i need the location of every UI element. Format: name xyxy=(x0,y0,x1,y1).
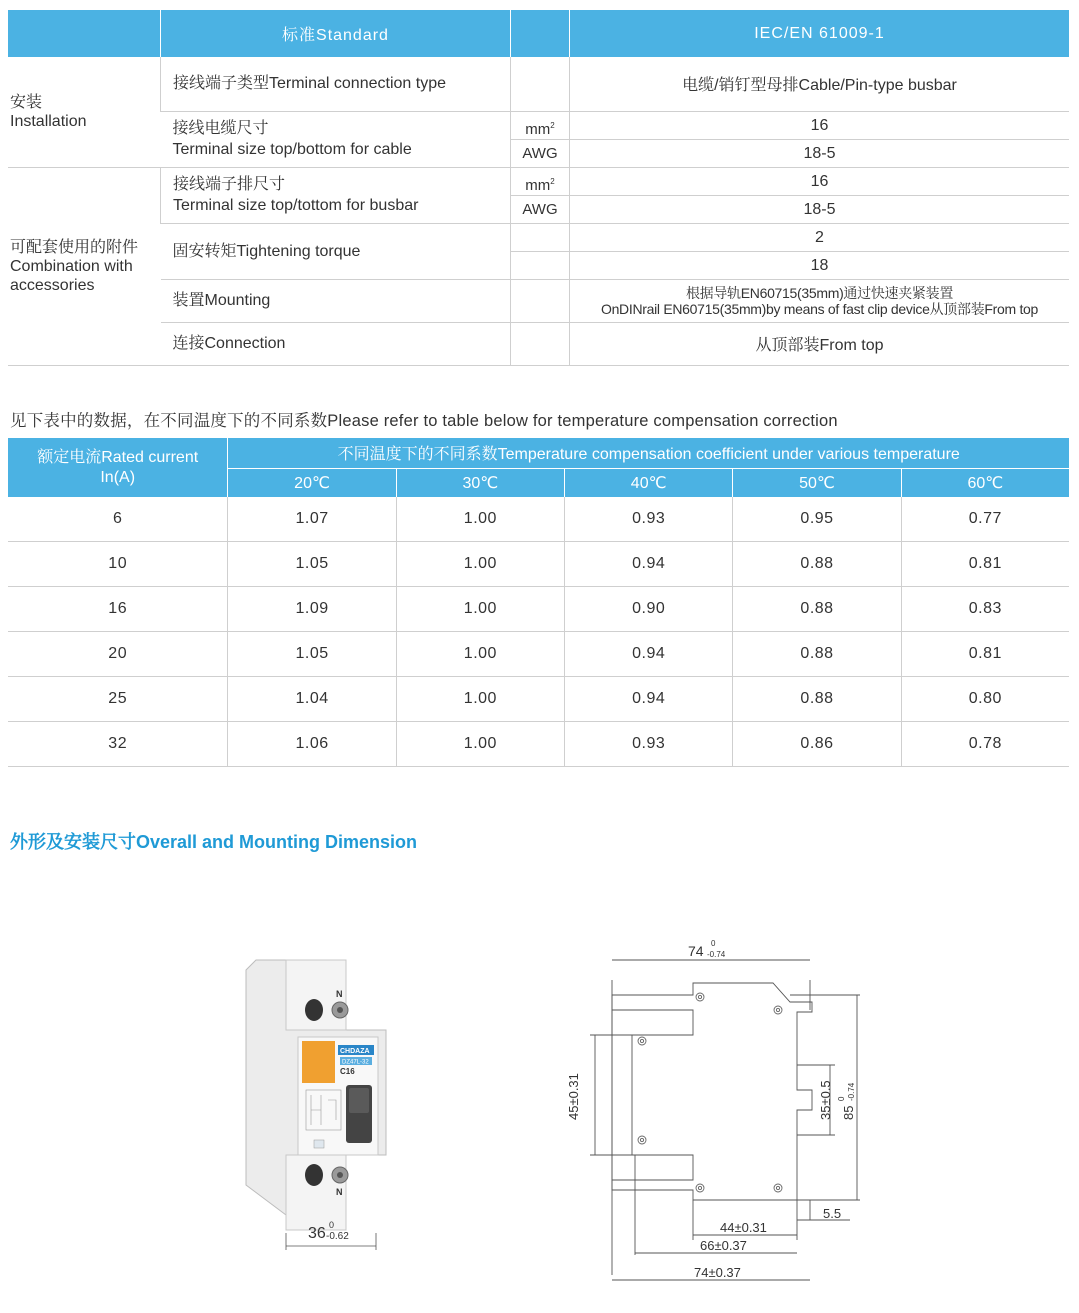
coefficient-cell: 1.06 xyxy=(228,722,396,767)
connection-label: 连接Connection xyxy=(161,322,511,365)
rated-current-cell: 25 xyxy=(8,677,228,722)
coefficient-cell: 1.00 xyxy=(396,722,564,767)
cable-unit-mm: $mm^2$ xyxy=(511,112,569,140)
coefficient-cell: 1.07 xyxy=(228,497,396,542)
busbar-label xyxy=(161,167,511,223)
rating-label: C16 xyxy=(340,1067,355,1076)
coefficient-cell: 0.94 xyxy=(565,632,733,677)
mounting-unit xyxy=(511,279,570,322)
top-terminal-hole xyxy=(305,999,323,1021)
test-button-orange xyxy=(302,1041,335,1083)
spec-header-blank xyxy=(8,10,161,57)
spec-row-mounting xyxy=(8,279,1069,322)
width-dimension: 36 xyxy=(308,1225,326,1242)
spec-header-standard-value: IEC/EN 61009-1 xyxy=(570,10,1070,57)
temp-header-0: 20℃ xyxy=(228,468,396,497)
table-row xyxy=(8,632,1069,677)
offset-label: 5.5 xyxy=(823,1206,842,1221)
dim66-label: 66±0.37 xyxy=(700,1238,747,1253)
rated-current-header-line2: In(A) xyxy=(100,468,136,486)
rated-current-cell: 20 xyxy=(8,632,228,677)
rated-current-cell: 32 xyxy=(8,722,228,767)
temp-header-1: 30℃ xyxy=(396,468,564,497)
table-row xyxy=(8,542,1069,587)
coefficient-cell: 1.05 xyxy=(228,542,396,587)
left-height-label: 45±0.31 xyxy=(566,1073,581,1120)
spec-row-connection xyxy=(8,322,1069,365)
overall-tol-top: 0 xyxy=(837,1096,846,1101)
indicator-window xyxy=(314,1140,324,1148)
hole-icon xyxy=(774,1184,782,1192)
cable-label-en: Terminal size top/bottom for cable xyxy=(172,141,412,158)
spec-row-torque xyxy=(8,223,1069,279)
torque-value-1: 2 xyxy=(570,224,1069,252)
coefficient-cell: 1.00 xyxy=(396,632,564,677)
mounting-label: 装置Mounting xyxy=(161,279,511,322)
cable-units xyxy=(511,111,570,167)
spec-header-standard: 标准Standard xyxy=(161,10,511,57)
cable-unit-awg: AWG xyxy=(522,144,558,162)
group-accessories xyxy=(8,167,161,365)
width-tol-bottom: -0.62 xyxy=(326,1231,349,1242)
rated-current-cell: 10 xyxy=(8,542,228,587)
coefficient-cell: 0.88 xyxy=(733,632,901,677)
busbar-value-mm: 16 xyxy=(570,168,1069,196)
spec-row-terminal-type xyxy=(8,57,1069,111)
coefficient-cell: 0.88 xyxy=(733,587,901,632)
rated-current-cell: 16 xyxy=(8,587,228,632)
cable-label-cn: 接线电缆尺寸 xyxy=(172,120,269,137)
coefficient-cell: 0.93 xyxy=(565,722,733,767)
temp-header-3: 50℃ xyxy=(733,468,901,497)
mounting-value-cn: 根据导轨EN60715(35mm)通过快速夹紧装置 xyxy=(685,284,954,301)
bottom-terminal-hole xyxy=(305,1164,323,1186)
busbar-label-cn: 接线端子排尺寸 xyxy=(173,176,286,193)
terminal-type-unit xyxy=(511,57,570,111)
group-installation-en: Installation xyxy=(10,112,87,130)
brand-logo: CHDAZA xyxy=(340,1048,370,1055)
cable-value-mm: 16 xyxy=(570,112,1069,140)
coefficient-cell: 0.81 xyxy=(901,542,1069,587)
busbar-values xyxy=(570,167,1070,223)
torque-values xyxy=(570,223,1070,279)
coefficient-cell: 0.86 xyxy=(733,722,901,767)
table-row xyxy=(8,587,1069,632)
coefficient-cell: 1.00 xyxy=(396,542,564,587)
coefficient-cell: 0.77 xyxy=(901,497,1069,542)
busbar-value-awg: 18-5 xyxy=(803,200,836,218)
busbar-units xyxy=(511,167,570,223)
temperature-table xyxy=(8,438,1069,767)
coefficient-cell: 1.05 xyxy=(228,632,396,677)
coefficient-cell: 1.00 xyxy=(396,587,564,632)
terminal-type-label: 接线端子类型Terminal connection type xyxy=(161,57,511,111)
overall-height-label: 85 xyxy=(841,1105,856,1120)
rated-current-header-line1: 额定电流Rated current xyxy=(37,448,199,466)
terminal-type-value: 电缆/销钉型母排Cable/Pin-type busbar xyxy=(570,57,1070,111)
torque-value-2: 18 xyxy=(810,256,829,274)
coefficient-cell: 0.80 xyxy=(901,677,1069,722)
breaker-outline xyxy=(612,983,812,1200)
coefficient-cell: 0.81 xyxy=(901,632,1069,677)
top-tol-top: 0 xyxy=(711,939,716,948)
spec-header-row xyxy=(8,10,1069,57)
model-label: DZ47L-32 xyxy=(342,1059,369,1066)
table-row xyxy=(8,497,1069,542)
busbar-unit-awg: AWG xyxy=(522,200,558,218)
coefficient-cell: 0.90 xyxy=(565,587,733,632)
spec-table xyxy=(8,10,1069,366)
breaker-product-image xyxy=(236,955,396,1255)
dimension-drawing xyxy=(560,935,880,1295)
temperature-table-body xyxy=(8,497,1069,767)
connection-unit xyxy=(511,322,570,365)
spec-row-busbar xyxy=(8,167,1069,223)
temperature-note: 见下表中的数据，在不同温度下的不同系数Please refer to table below for temperature compensation correction xyxy=(10,412,838,430)
temp-header-2: 40℃ xyxy=(565,468,733,497)
busbar-unit-mm: $mm^2$ xyxy=(511,168,569,196)
coefficient-cell: 1.00 xyxy=(396,497,564,542)
cable-values xyxy=(570,111,1070,167)
top-n-label: N xyxy=(336,989,343,999)
busbar-label-en: Terminal size top/tottom for busbar xyxy=(173,197,419,214)
mounting-value xyxy=(570,279,1070,322)
coefficient-cell: 1.09 xyxy=(228,587,396,632)
spec-row-cable xyxy=(8,111,1069,167)
coefficient-cell: 0.83 xyxy=(901,587,1069,632)
coefficient-header: 不同温度下的不同系数Temperature compensation coefficient under various temperature xyxy=(228,438,1069,468)
width-tol-top: 0 xyxy=(329,1220,335,1230)
coefficient-cell: 0.78 xyxy=(901,722,1069,767)
table-row xyxy=(8,677,1069,722)
coefficient-cell: 0.94 xyxy=(565,542,733,587)
temp-header-4: 60℃ xyxy=(901,468,1069,497)
group-accessories-en1: Combination with xyxy=(10,257,133,275)
cable-label xyxy=(161,111,511,167)
group-accessories-en2: accessories xyxy=(10,276,95,294)
overall-tol-bottom: -0.74 xyxy=(847,1082,856,1101)
dim44-label: 44±0.31 xyxy=(720,1220,767,1235)
coefficient-cell: 0.94 xyxy=(565,677,733,722)
coefficient-cell: 0.88 xyxy=(733,542,901,587)
spec-header-unit-blank xyxy=(511,10,570,57)
top-tol-bottom: -0.74 xyxy=(707,950,726,959)
rated-current-cell: 6 xyxy=(8,497,228,542)
bottom-n-label: N xyxy=(336,1187,343,1197)
dimension-title: 外形及安装尺寸Overall and Mounting Dimension xyxy=(10,832,418,852)
coefficient-cell: 1.00 xyxy=(396,677,564,722)
table-row xyxy=(8,722,1069,767)
hole-icon xyxy=(696,993,704,1001)
hole-icon xyxy=(638,1037,646,1045)
hole-icon xyxy=(638,1136,646,1144)
coefficient-cell: 1.04 xyxy=(228,677,396,722)
coefficient-cell: 0.93 xyxy=(565,497,733,542)
temp-header-row-1 xyxy=(8,438,1069,468)
group-accessories-cn: 可配套使用的附件 xyxy=(10,238,139,256)
coefficient-cell: 0.95 xyxy=(733,497,901,542)
top-width-label: 74 xyxy=(688,943,704,959)
dim74-label: 74±0.37 xyxy=(694,1265,741,1280)
hole-icon xyxy=(696,1184,704,1192)
rated-current-header xyxy=(8,438,228,497)
group-installation xyxy=(8,57,161,167)
group-installation-cn: 安装 xyxy=(10,93,43,111)
mounting-value-en: OnDINrail EN60715(35mm)by means of fast clip device从顶部装From top xyxy=(600,300,1039,317)
coefficient-cell: 0.88 xyxy=(733,677,901,722)
inner-height-label: 35±0.5 xyxy=(818,1080,833,1120)
connection-value: 从顶部装From top xyxy=(570,322,1070,365)
cable-value-awg: 18-5 xyxy=(803,144,836,162)
torque-label: 固安转矩Tightening torque xyxy=(161,223,511,279)
hole-icon xyxy=(774,1006,782,1014)
torque-units xyxy=(511,223,570,279)
